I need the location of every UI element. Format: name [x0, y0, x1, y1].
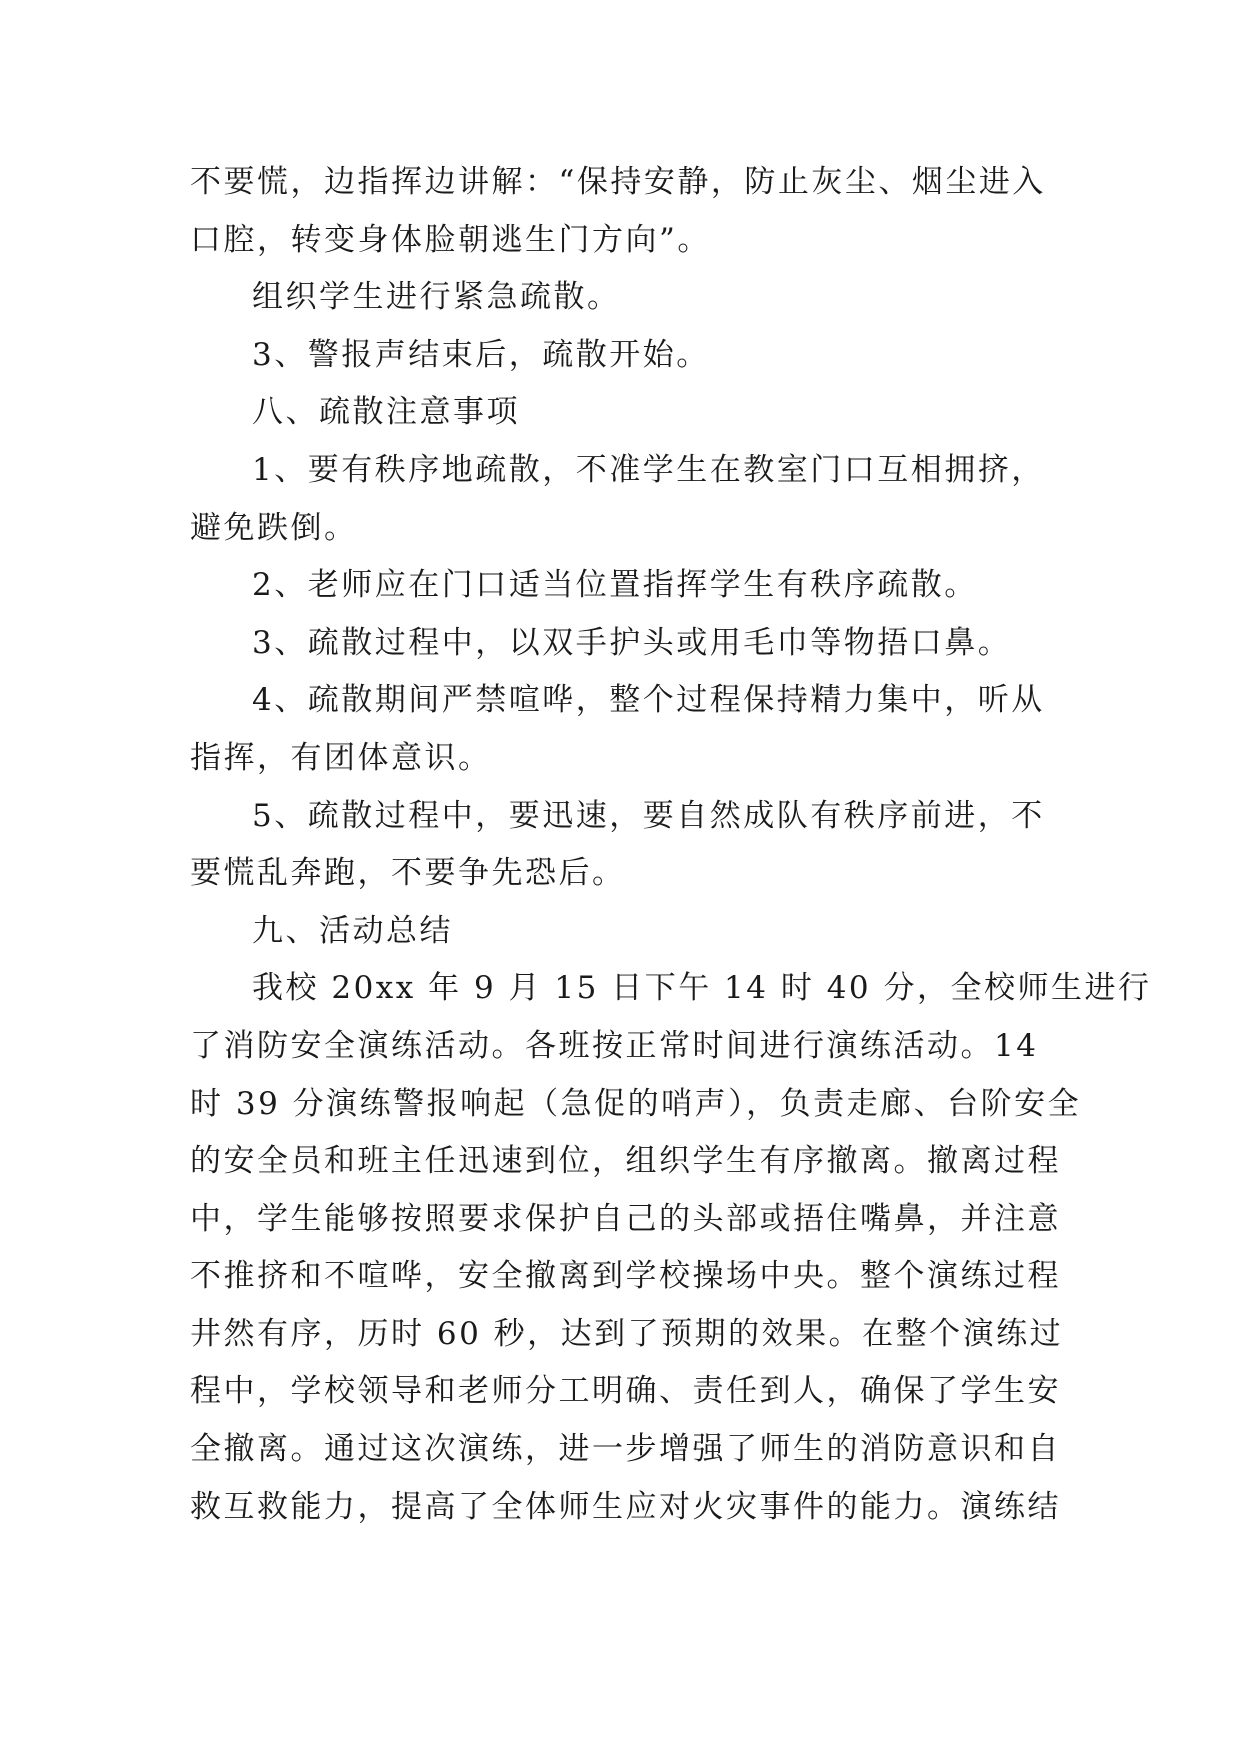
text-line: 的安全员和班主任迅速到位，组织学生有序撤离。撤离过程 — [190, 1143, 1061, 1180]
text-line: 5、疏散过程中，要迅速，要自然成队有秩序前进，不 — [252, 797, 1045, 834]
text-line: 组织学生进行紧急疏散。 — [252, 279, 621, 316]
text-line: 指挥，有团体意识。 — [190, 739, 492, 776]
text-line: 避免跌倒。 — [190, 509, 358, 546]
text-line: 2、老师应在门口适当位置指挥学生有秩序疏散。 — [252, 567, 978, 604]
text-line: 要慌乱奔跑，不要争先恐后。 — [190, 855, 626, 892]
text-line: 程中，学校领导和老师分工明确、责任到人，确保了学生安 — [190, 1373, 1061, 1410]
text-line: 3、警报声结束后，疏散开始。 — [252, 336, 710, 373]
text-line: 了消防安全演练活动。各班按正常时间进行演练活动。14 — [190, 1027, 1039, 1064]
text-line: 时 39 分演练警报响起（急促的哨声），负责走廊、台阶安全 — [190, 1085, 1082, 1122]
text-line: 4、疏散期间严禁喧哗，整个过程保持精力集中，听从 — [252, 682, 1045, 719]
text-line: 不推挤和不喧哗，安全撤离到学校操场中央。整个演练过程 — [190, 1258, 1061, 1295]
text-line: 救互救能力，提高了全体师生应对火灾事件的能力。演练结 — [190, 1488, 1061, 1525]
text-line: 井然有序，历时 60 秒，达到了预期的效果。在整个演练过 — [190, 1315, 1064, 1352]
text-line: 3、疏散过程中，以双手护头或用毛巾等物捂口鼻。 — [252, 624, 1012, 661]
section-heading: 九、活动总结 — [252, 912, 453, 949]
text-line: 中，学生能够按照要求保护自己的头部或捂住嘴鼻，并注意 — [190, 1200, 1061, 1237]
text-line: 不要慌，边指挥边讲解：“保持安静，防止灰尘、烟尘进入 — [190, 164, 1046, 200]
section-heading: 八、疏散注意事项 — [252, 394, 520, 431]
text-line: 全撤离。通过这次演练，进一步增强了师生的消防意识和自 — [190, 1431, 1061, 1468]
text-line: 1、要有秩序地疏散，不准学生在教室门口互相拥挤， — [252, 451, 1045, 488]
text-line: 口腔，转变身体脸朝逃生门方向”。 — [190, 221, 711, 258]
text-line: 我校 20xx 年 9 月 15 日下午 14 时 40 分，全校师生进行 — [252, 970, 1152, 1007]
document-body — [190, 154, 1152, 1536]
